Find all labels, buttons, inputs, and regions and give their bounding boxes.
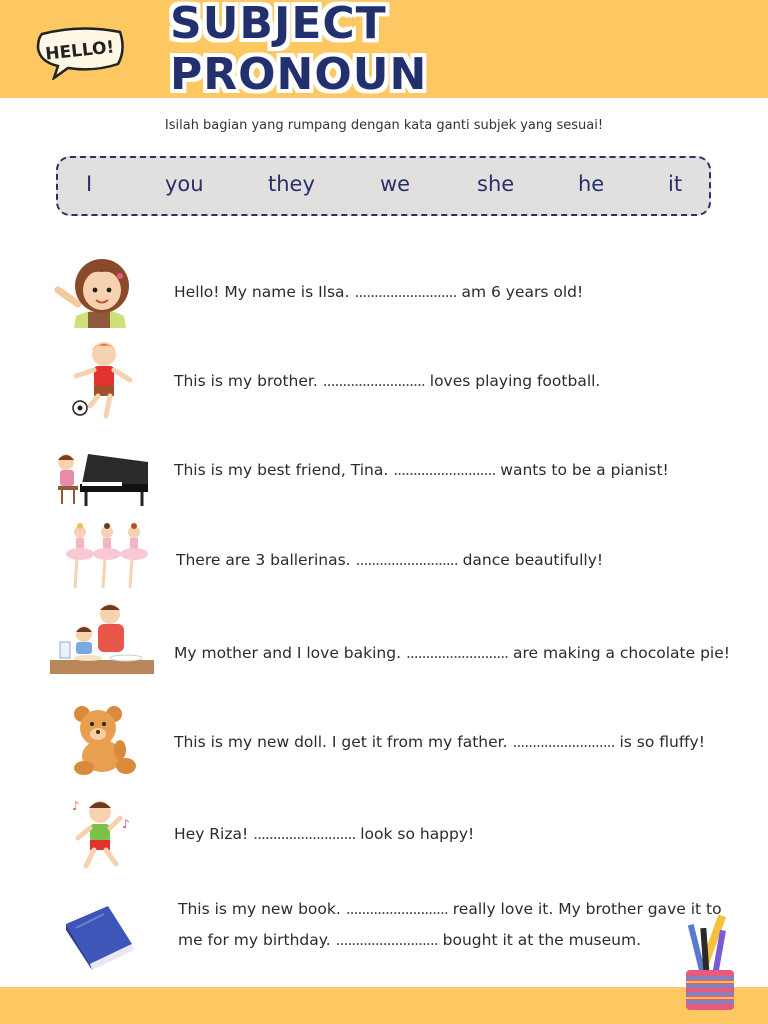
sentence-text: am 6 years old! [461, 283, 584, 301]
page-title: SUBJECT PRONOUN [170, 0, 428, 100]
word-bank-item: I [86, 172, 93, 196]
girl-piano-icon [52, 448, 152, 508]
word-bank-item: they [268, 172, 315, 196]
girl-waving-icon [52, 256, 136, 328]
word-bank-item: you [165, 172, 204, 196]
boy-football-icon [66, 340, 136, 422]
header-bar [0, 0, 768, 98]
svg-text:HELLO!: HELLO! [44, 37, 116, 65]
ballerinas-icon [64, 522, 150, 594]
sentence-text: This is my new doll. I get it from my father. [174, 733, 508, 751]
sentence-text: This is my brother. [174, 372, 318, 390]
teddy-bear-icon [62, 702, 142, 778]
sentence-text: This is my new book. [178, 900, 341, 918]
sentence-text: are making a chocolate pie! [513, 644, 730, 662]
word-bank-item: she [477, 172, 515, 196]
sentence [178, 931, 641, 949]
word-bank-item: it [668, 172, 683, 196]
word-bank [56, 156, 711, 216]
instruction-text: Isilah bagian yang rumpang dengan kata ganti subjek yang sesuai! [164, 118, 604, 133]
answer-blank[interactable]: .......................... [405, 644, 509, 662]
sentence [174, 283, 583, 301]
sentence-text: My mother and I love baking. [174, 644, 402, 662]
sentence-text: is so fluffy! [619, 733, 705, 751]
sentence-text: This is my best friend, Tina. [174, 461, 389, 479]
word-bank-item: he [578, 172, 605, 196]
pencil-cup-icon [674, 908, 746, 1014]
sentence-text: really love it. My brother gave it to [452, 900, 722, 918]
answer-blank[interactable]: .......................... [335, 931, 438, 949]
answer-blank[interactable]: .......................... [253, 825, 356, 843]
answer-blank[interactable]: .......................... [393, 461, 496, 479]
sentence-text: loves playing football. [429, 372, 601, 390]
book-icon [62, 902, 136, 970]
dancing-boy-icon [70, 796, 134, 876]
sentence-text: look so happy! [360, 825, 475, 843]
sentence-text: There are 3 ballerinas. [176, 551, 351, 569]
footer-bar [0, 987, 768, 1024]
sentence [174, 372, 600, 390]
sentence [174, 733, 705, 751]
sentence-text: me for my birthday. [178, 931, 331, 949]
sentence [174, 644, 730, 662]
svg-text:♪: ♪ [72, 799, 80, 813]
word-bank-item: we [380, 172, 411, 196]
sentence [176, 551, 603, 569]
sentence-text: bought it at the museum. [442, 931, 642, 949]
sentence-text: dance beautifully! [462, 551, 604, 569]
svg-text:♪: ♪ [122, 817, 130, 831]
sentence [178, 900, 722, 918]
sentence-text: wants to be a pianist! [500, 461, 669, 479]
sentence [174, 825, 474, 843]
hello-badge-icon [34, 24, 126, 80]
answer-blank[interactable]: .......................... [355, 551, 458, 569]
sentence [174, 461, 669, 479]
answer-blank[interactable]: .......................... [345, 900, 448, 918]
mother-baking-icon [48, 602, 156, 678]
answer-blank[interactable]: .......................... [512, 733, 615, 751]
answer-blank[interactable]: .......................... [322, 372, 425, 390]
sentence-text: Hello! My name is Ilsa. [174, 283, 350, 301]
sentence-text: Hey Riza! [174, 825, 249, 843]
answer-blank[interactable]: .......................... [354, 283, 457, 301]
